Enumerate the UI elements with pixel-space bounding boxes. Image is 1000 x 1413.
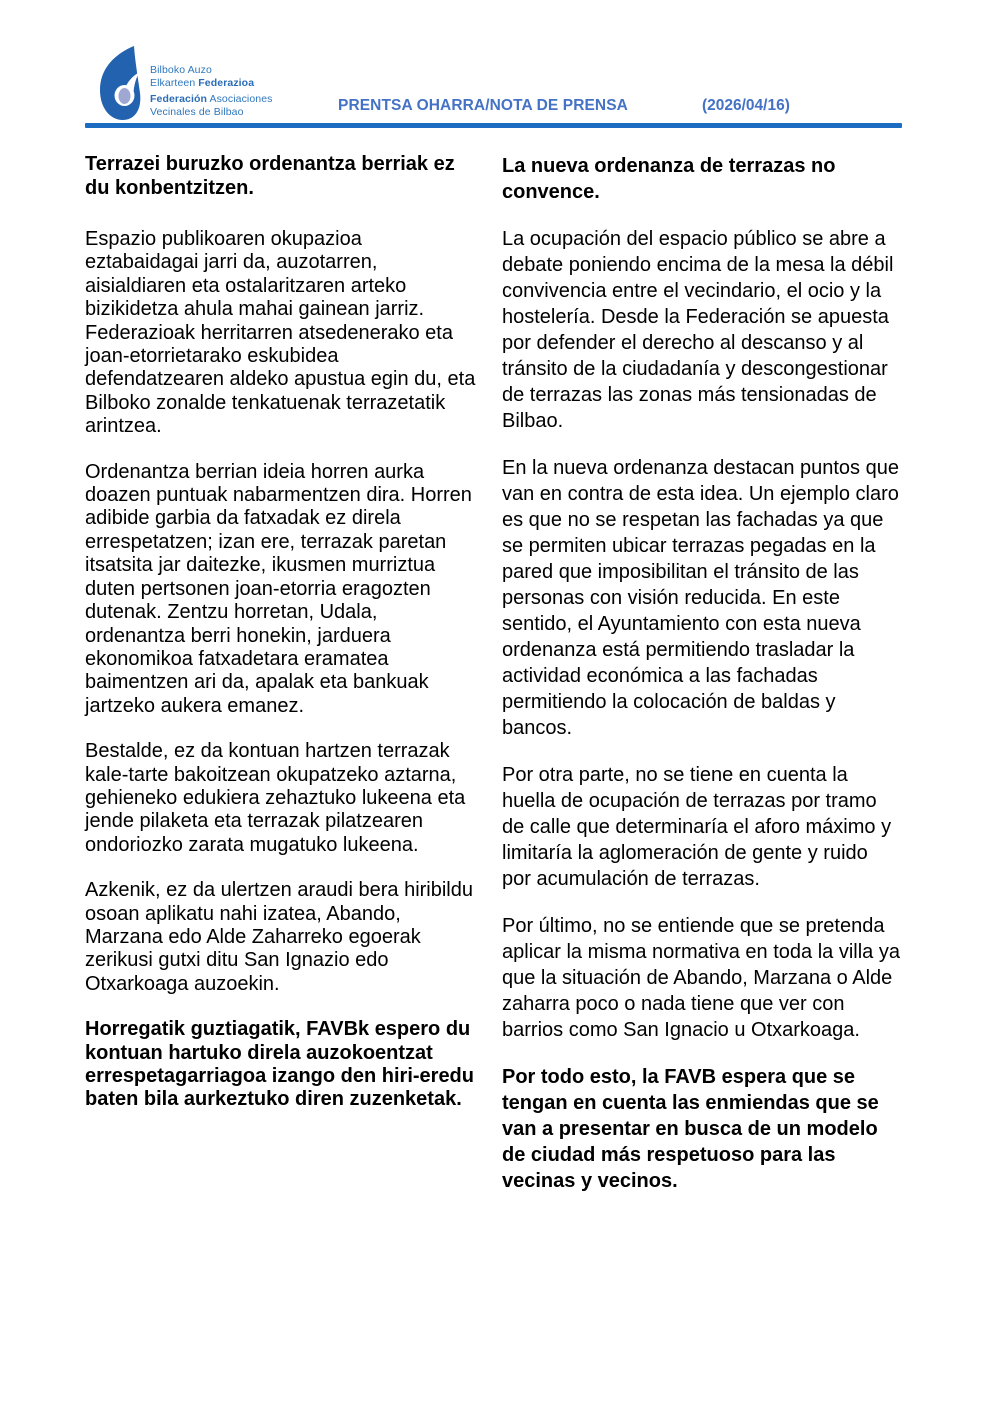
- press-note-date: (2026/04/16): [701, 97, 790, 114]
- spanish-paragraph-2: En la nueva ordenanza destacan puntos que van en contra de esta idea. Un ejemplo claro es que no se respetan las fachadas ya que se permiten ubicar terrazas pegadas en la pared que imposibilitan el tránsito de las personas con visión reducida. En este sentido, el Ayuntamiento con esta nueva ordenanza está permitiendo trasladar la actividad económica a las fachadas permitiendo la colocación de baldas y bancos.: [502, 457, 899, 739]
- logo-line-2: Elkarteen Federazioa: [150, 76, 255, 89]
- basque-heading: Terrazei buruzko ordenantza berriak ez du konbentzitzen.: [85, 153, 455, 199]
- spanish-paragraph-3: Por otra parte, no se tiene en cuenta la huella de ocupación de terrazas por tramo de calle que determinaría el aforo máximo y limitaría la aglomeración de gente y ruido por acumulación de terrazas.: [502, 764, 892, 890]
- spanish-heading: La nueva ordenanza de terrazas no convence.: [502, 155, 836, 203]
- basque-paragraph-4: Azkenik, ez da ulertzen araudi bera hiribildu osoan aplikatu nahi izatea, Abando, Marzana edo Alde Zaharreko egoerak zerikusi gutxi ditu San Ignazio edo Otxarkoaga auzoekin.: [85, 879, 473, 995]
- favb-drop-logo-icon: [97, 45, 143, 121]
- masthead: [85, 45, 902, 121]
- logo-line-3: Federación Asociaciones: [150, 93, 273, 105]
- basque-paragraph-1: Espazio publikoaren okupazioa eztabaidagai jarri da, auzotarren, aisialdiaren eta ostalaritzaren arteko bizikidetza ahula mahai gainean jarriz. Federazioak herritarren atsedenerako eta joan-etorrietarako eskubidea defendatzearen aldeko apustua egin du, eta Bilboko zonalde tenkatuenak terrazetatik arintzea.: [85, 228, 476, 438]
- logo-line-1: Bilboko Auzo: [150, 64, 212, 76]
- logo-org-name-spanish: [150, 93, 280, 118]
- logo-org-name-basque: [150, 64, 280, 89]
- press-release-body: [85, 153, 902, 1194]
- header-rule-divider: [85, 123, 902, 128]
- spanish-closing-paragraph: Por todo esto, la FAVB espera que se tengan en cuenta las enmiendas que se van a presentar en busca de un modelo de ciudad más respetuoso para las vecinas y vecinos.: [502, 1066, 879, 1192]
- basque-paragraph-3: Bestalde, ez da kontuan hartzen terrazak kale-tarte bakoitzean okupatzeko aztarna, gehieneko edukiera zehaztuko lukeena eta jende pilaketa eta terrazak pilatzearen ondoriozko zarata mugatuko lukeena.: [85, 740, 466, 856]
- basque-paragraph-2: Ordenantza berrian ideia horren aurka doazen puntuak nabarmentzen dira. Horren adibide garbia da fatxadak ez direla errespetatzen; izan ere, terrazak paretan itsatsita jar daitezke, ikusmen murriztua duten pertsonen joan-etorria eragozten dutenak. Zentzu horretan, Udala, ordenantza berri honekin, jarduera ekonomikoa fatxadetara eramatea baimentzen ari da, apalak eta bankuak jartzeko aukera emanez.: [85, 460, 472, 717]
- column-spanish: [502, 153, 902, 1194]
- logo-org-name: [150, 64, 280, 118]
- column-basque: [85, 153, 477, 1194]
- logo-line-4: Vecinales de Bilbao: [150, 105, 244, 118]
- spanish-paragraph-1: La ocupación del espacio público se abre a debate poniendo encima de la mesa la débil convivencia entre el vecindario, el ocio y la hostelería. Desde la Federación se apuesta por defender el derecho al descanso y al tránsito de la ciudadanía y descongestionar de terrazas las zonas más tensionadas de Bilbao.: [502, 228, 894, 432]
- press-note-title: PRENTSA OHARRA/NOTA DE PRENSA: [338, 97, 628, 114]
- spanish-paragraph-4: Por último, no se entiende que se pretenda aplicar la misma normativa en toda la villa ya que la situación de Abando, Marzana o Alde zaharra poco o nada tiene que ver con barrios como San Ignacio u Otxarkoaga.: [502, 915, 900, 1041]
- basque-closing-paragraph: Horregatik guztiagatik, FAVBk espero du kontuan hartuko direla auzokoentzat errespetagarriagoa izango den hiri-eredu baten bila aurkeztuko diren zuzenketak.: [85, 1018, 474, 1111]
